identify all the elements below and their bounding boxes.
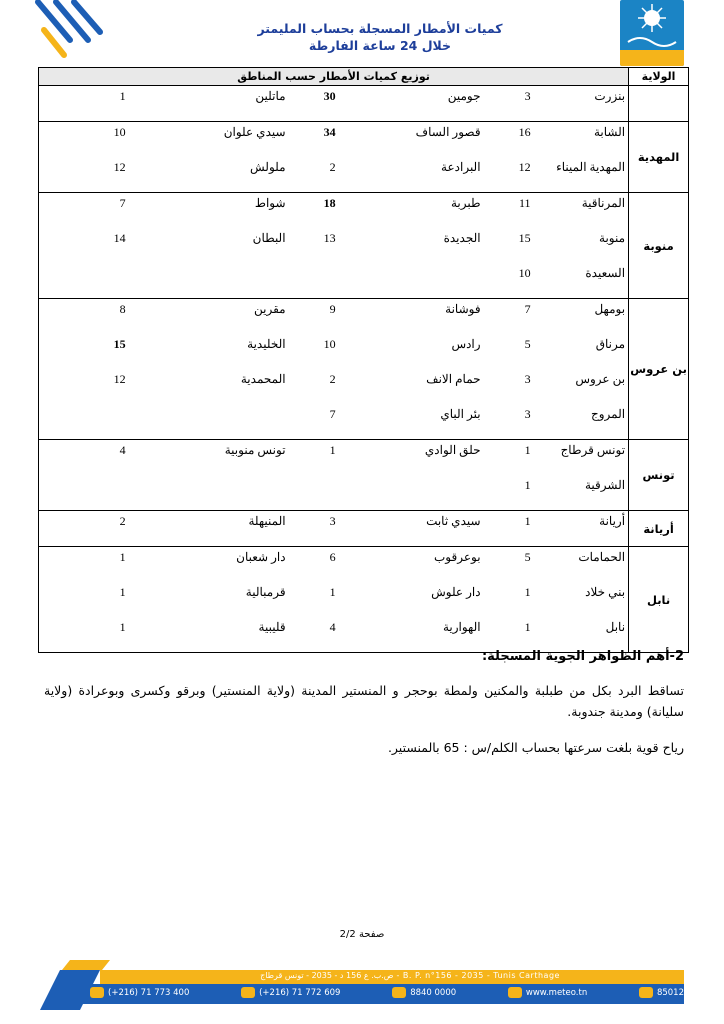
table-row [39,617,689,653]
station-name: الشرقية [584,478,626,492]
station-name: قصور الساف [339,122,484,158]
station-name: البطان [252,231,286,245]
table-row [39,263,689,299]
station-name: بن عروس [575,372,626,386]
rainfall-value: 3 [524,372,531,386]
rainfall-value: 30 [289,86,339,122]
governorate-cell: بن عروس [629,299,689,440]
station-name: بئر الباي [440,407,481,421]
station-name: المهدية الميناء [556,160,626,174]
rainfall-value: 1 [119,585,126,599]
station-name: حمام الانف [426,372,481,386]
contact-green-number [392,987,456,998]
rainfall-value: 2 [39,511,129,547]
contact-web-text[interactable]: www.meteo.tn [525,987,588,998]
table-row [39,122,689,158]
rainfall-value: 1 [524,478,531,492]
rainfall-value: 3 [289,511,339,547]
station-name: المنيهلة [129,511,289,547]
rainfall-value: 1 [39,547,129,583]
header-stripes-decoration [34,0,104,62]
station-name: الخليدية [247,337,286,351]
rainfall-value [39,475,129,511]
rainfall-value: 7 [329,407,336,421]
rainfall-table [38,67,689,653]
rainfall-value: 1 [484,511,534,547]
rainfall-value: 12 [518,160,531,174]
header-governorate: الولاية [629,68,689,86]
rainfall-value: 2 [329,160,336,174]
contact-mail-text: 85012 [656,987,684,998]
station-name: تونس منوبية [129,440,289,476]
rainfall-value: 5 [484,547,534,583]
table-row [39,299,689,335]
station-name: مرناق [595,337,626,351]
phenomena-paragraph-hail: تساقط البرد بكل من طبلبة والمكنين ولمطة بوحجر و المنستير المدينة (ولاية المنستير) وبرقو وكسرى وبوعرادة (ولاية سليانة) ومدينة جندوبة. [44,683,684,719]
rainfall-value: 2 [329,372,336,386]
rainfall-value: 34 [289,122,339,158]
governorate-cell: أريانة [629,511,689,547]
station-name: ملولش [250,160,286,174]
rainfall-value: 1 [119,620,126,634]
contact-fax [241,987,340,998]
station-name: منوبة [599,231,626,245]
governorate-cell: تونس [629,440,689,511]
station-name: بومهل [534,299,629,335]
station-name: المرناقية [534,193,629,229]
station-name: نابل [605,620,626,634]
rainfall-value [39,404,129,440]
station-name: ماتلين [129,86,289,122]
station-name: البرادعة [441,160,481,174]
station-name: الحمامات [534,547,629,583]
governorate-cell: نابل [629,547,689,653]
rainfall-value: 4 [329,620,336,634]
rainfall-value [289,475,339,511]
station-name: أريانة [534,511,629,547]
rainfall-value: 1 [329,585,336,599]
table-row [39,157,689,193]
rainfall-value: 13 [323,231,336,245]
document-title [200,20,560,54]
rainfall-value: 6 [289,547,339,583]
table-row [39,193,689,229]
table-row [39,440,689,476]
phone-icon [90,987,104,998]
table-row [39,511,689,547]
station-name: سيدي علوان [129,122,289,158]
rainfall-value: 1 [484,440,534,476]
station-name: المحمدية [240,372,286,386]
header-distribution: توزيع كميات الأمطار حسب المناطق [39,68,629,86]
station-name [339,475,484,511]
rainfall-value [39,263,129,299]
station-name: الهوارية [442,620,481,634]
page-number: صفحة 2/2 [339,929,385,940]
station-name: الشابة [534,122,629,158]
rainfall-value: 1 [524,585,531,599]
phenomena-paragraph-wind: رياح قوية بلغت سرعتها بحساب الكلم/س : 65 بالمنستير. [387,740,684,755]
station-name: دار علوش [431,585,481,599]
rainfall-value: 10 [323,337,336,351]
table-row [39,582,689,617]
station-name: دار شعبان [129,547,289,583]
station-name [339,263,484,299]
rainfall-value: 12 [113,372,126,386]
station-name: بني خلاد [585,585,626,599]
table-row [39,86,689,122]
rainfall-value: 12 [113,160,126,174]
rainfall-value: 16 [484,122,534,158]
section-heading: 2-أهم الظواهر الجوية المسجلة: [481,649,684,664]
contact-phone [90,987,189,998]
title-line-2: خلال 24 ساعة الفارطة [308,38,452,53]
rainfall-value: 10 [518,266,531,280]
rainfall-value: 7 [484,299,534,335]
station-name: السعيدة [585,266,626,280]
contact-mail [639,987,684,998]
station-name [129,263,289,299]
green-number-icon [392,987,406,998]
station-name: المروج [590,407,626,421]
contact-fax-text: (+216) 71 772 609 [259,987,341,998]
rainfall-value: 3 [484,86,534,122]
rainfall-value: 1 [39,86,129,122]
station-name: الجديدة [443,231,481,245]
station-name: قرمبالية [245,585,286,599]
table-row [39,228,689,263]
table-row [39,475,689,511]
mail-icon [639,987,653,998]
station-name: بنزرت [534,86,629,122]
logo-emblem-icon [620,0,684,66]
station-name: حلق الوادي [339,440,484,476]
rainfall-value [289,263,339,299]
station-name: طبربة [339,193,484,229]
rainfall-value: 10 [39,122,129,158]
governorate-cell: المهدية [629,122,689,193]
station-name [129,475,289,511]
contact-web[interactable] [508,987,587,998]
station-name: فوشانة [339,299,484,335]
table-row [39,547,689,583]
table-header-row [39,68,689,86]
table-row [39,404,689,440]
fax-icon [241,987,255,998]
rainfall-value: 8 [39,299,129,335]
footer-address: B. P. n°156 - 2035 - Tunis Carthage - ص.ب. ع 156 د - 2035 - تونس قرطاج [260,971,560,980]
governorate-cell [629,86,689,122]
station-name: سيدي ثابت [339,511,484,547]
station-name: قليبية [258,620,286,634]
rainfall-value: 15 [518,231,531,245]
contact-green-number-text: 8840 0000 [410,987,457,998]
rainfall-value: 14 [113,231,126,245]
station-name [129,404,289,440]
station-name: مقرين [129,299,289,335]
sun-snowflake-icon [620,0,684,50]
rainfall-value: 9 [289,299,339,335]
rainfall-value: 11 [484,193,534,229]
table-row [39,369,689,404]
station-name: تونس قرطاج [534,440,629,476]
station-name: بوعرقوب [339,547,484,583]
governorate-cell: منوبة [629,193,689,299]
footer-contacts [90,987,684,998]
rainfall-value: 1 [524,620,531,634]
rainfall-value: 3 [524,407,531,421]
rainfall-value: 18 [289,193,339,229]
table-row [39,334,689,369]
rainfall-value: 7 [39,193,129,229]
rainfall-value: 1 [289,440,339,476]
rainfall-value: 4 [39,440,129,476]
web-icon [508,987,522,998]
footer [40,960,684,1010]
contact-phone-text: (+216) 71 773 400 [108,987,190,998]
station-name: رادس [451,337,481,351]
rainfall-value: 5 [524,337,531,351]
station-name: شواط [129,193,289,229]
station-name: جومين [339,86,484,122]
rainfall-value: 15 [113,337,126,351]
title-line-1: كميات الأمطار المسجلة بحساب المليمتر [257,21,503,36]
